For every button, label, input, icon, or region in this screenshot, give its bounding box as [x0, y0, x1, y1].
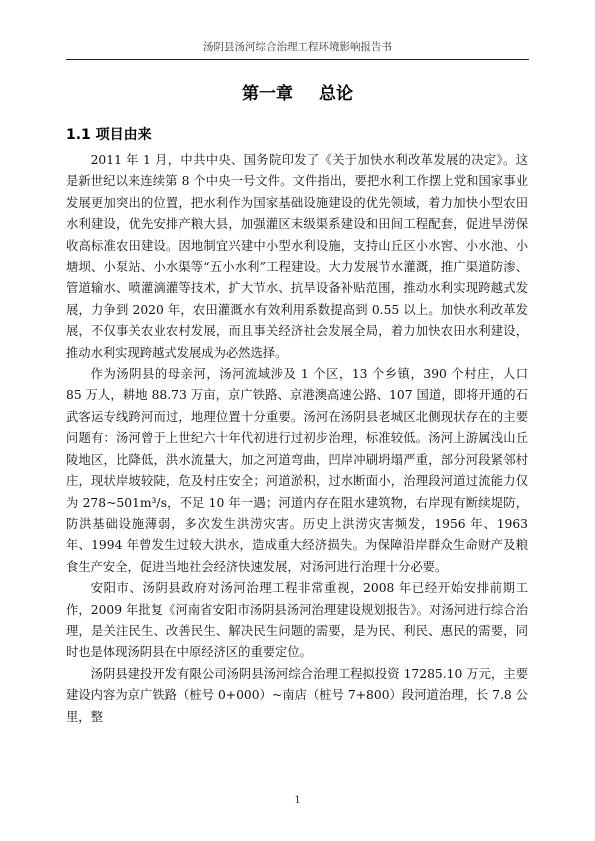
paragraph: 作为汤阴县的母亲河，汤河流域涉及 1 个区，13 个乡镇，390 个村庄，人口 85 万人，耕地 88.73 万亩，京广铁路、京港澳高速公路、107 国道，即将开通的石武客运专线跨河而过，地理位置十分重要。汤河在汤阴县老城区北侧现状存在的主要问题有：汤河曾于上世纪六十年代初进行过初步治理，标准较低。汤河上游属浅山丘陵地区，比降低，洪水流量大，加之河道弯曲，凹岸冲刷坍塌严重，部分河段紧邻村庄，现状岸坡较陡，危及村庄安全；河道淤积，过水断面小，治理段河道过流能力仅为 278~501m³/s，不足 10 年一遇；河道内存在阻水建筑物，右岸现有断续堤防，防洪基础设施薄弱，多次发生洪涝灾害。历史上洪涝灾害频发，1956 年、1963 年、1994 年曾发生过较大洪水，造成重大经济损失。为保障沿岸群众生命财产及粮食生产安全，促进当地社会经济快速发展，对汤河进行治理十分必要。 [66, 367, 528, 574]
section-heading: 1.1 项目由来 [66, 127, 152, 143]
running-header: 汤阴县汤河综合治理工程环境影响报告书 [66, 40, 529, 60]
paragraph: 2011 年 1 月，中共中央、国务院印发了《关于加快水利改革发展的决定》。这是新世纪以来连续第 8 个中央一号文件。文件指出，要把水利工作摆上党和国家事业发展更加突出的位置，把水利作为国家基础设施建设的优先领域，着力加快小型农田水利建设，优先安排产粮大县，加强灌区末级渠系建设和田间工程配套，促进旱涝保收高标准农田建设。因地制宜兴建中小型水利设施，支持山丘区小水窖、小水池、小塘坝、小泵站、小水渠等“五小水利”工程建设。大力发展节水灌溉，推广渠道防渗、管道输水、喷灌滴灌等技术，扩大节水、抗旱设备补贴范围，推动水利实现跨越式发展，力争到 2020 年，农田灌溉水有效利用系数提高到 0.55 以上。加快水利改革发展，不仅事关农业农村发展，而且事关经济社会发展全局，着力加快农田水利建设，推动水利实现跨越式发展成为必然选择。 [66, 153, 528, 360]
chapter-number: 第一章 [242, 84, 293, 104]
paragraph: 汤阴县建投开发有限公司汤阴县汤河综合治理工程拟投资 17285.10 万元，主要建设内容为京广铁路（桩号 0+000）~南店（桩号 7+800）段河道治理，长 7.8 公里，整 [66, 666, 528, 724]
chapter-heading [0, 79, 595, 104]
page-number: 1 [294, 795, 301, 806]
paragraph: 安阳市、汤阴县政府对汤河治理工程非常重视，2008 年已经开始安排前期工作，2009 年批复《河南省安阳市汤阴县汤河治理建设规划报告》。对汤河进行综合治理，是关注民生、改善民生、解决民生问题的需要，是为民、利民、惠民的需要，同时也是体现汤阴县在中原经济区的重要定位。 [66, 581, 528, 660]
chapter-title: 总论 [319, 84, 353, 104]
body-text [66, 150, 528, 728]
